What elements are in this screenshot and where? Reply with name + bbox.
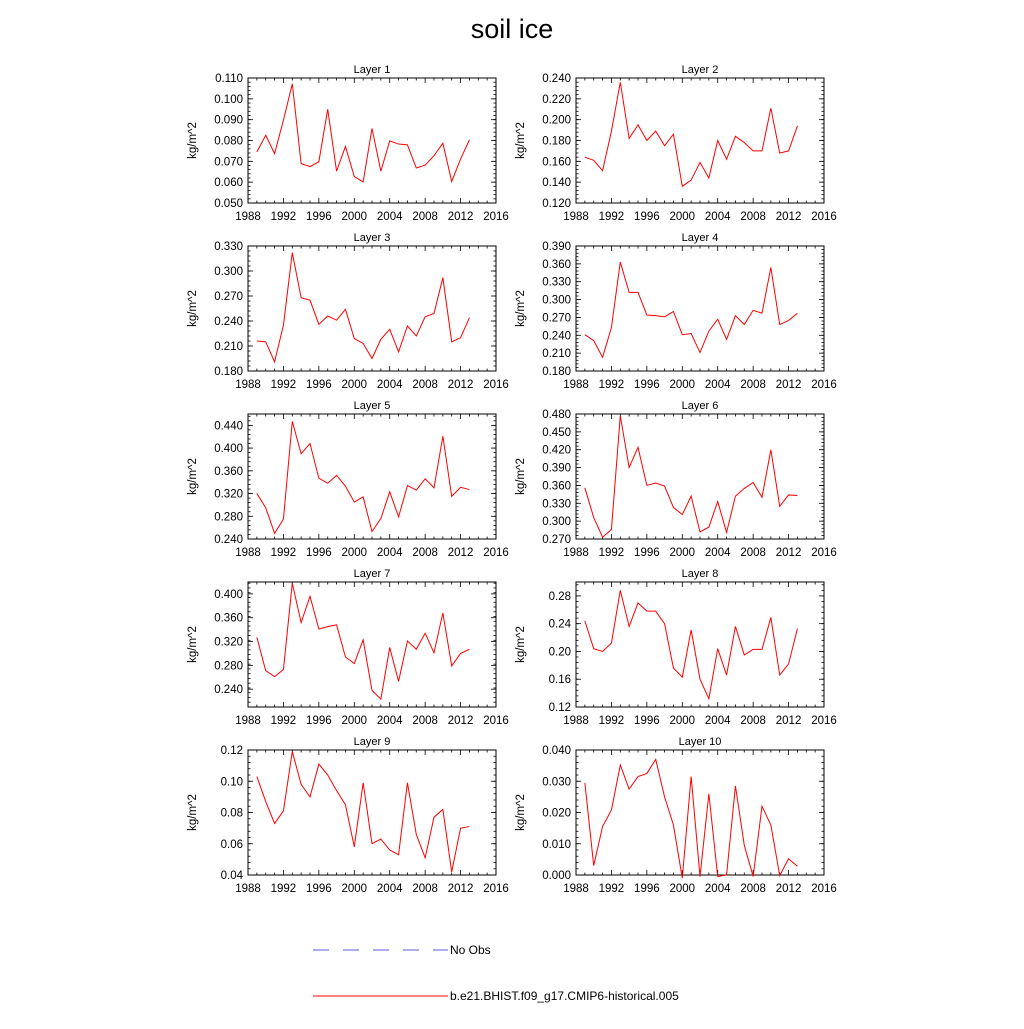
x-tick-label: 2012 xyxy=(447,211,474,223)
x-tick-label: 2004 xyxy=(704,379,731,391)
series-line-model xyxy=(585,590,798,698)
plot-frame xyxy=(248,414,496,539)
panel-title: Layer 6 xyxy=(681,400,719,412)
y-tick-label: 0.330 xyxy=(542,498,571,511)
x-tick-label: 1992 xyxy=(270,715,297,727)
x-tick-label: 1988 xyxy=(563,211,589,223)
y-axis-label: kg/m^2 xyxy=(515,290,527,327)
x-tick-label: 2008 xyxy=(412,715,438,727)
x-tick-label: 1992 xyxy=(270,547,297,559)
y-tick-label: 0.050 xyxy=(214,198,243,210)
x-tick-label: 2000 xyxy=(669,715,696,727)
panel-title: Layer 1 xyxy=(353,64,391,76)
y-tick-label: 0.10 xyxy=(220,776,243,789)
y-axis-label: kg/m^2 xyxy=(187,794,199,831)
y-tick-label: 0.090 xyxy=(214,114,243,127)
series-line-model xyxy=(585,416,798,537)
chart-panel-layer-9 xyxy=(187,736,509,895)
y-axis-label: kg/m^2 xyxy=(515,626,527,663)
x-tick-label: 2008 xyxy=(740,211,766,223)
x-tick-label: 2016 xyxy=(811,883,837,895)
x-tick-label: 2012 xyxy=(775,379,802,391)
series-line-model xyxy=(257,84,470,182)
plot-frame xyxy=(576,750,824,875)
x-tick-label: 2008 xyxy=(740,883,766,895)
x-tick-label: 1988 xyxy=(235,715,261,727)
x-tick-label: 1996 xyxy=(634,379,660,391)
x-tick-label: 2008 xyxy=(740,379,766,391)
x-tick-label: 2016 xyxy=(483,211,509,223)
series-line-model xyxy=(257,752,470,872)
x-tick-label: 2008 xyxy=(412,211,438,223)
y-tick-label: 0.400 xyxy=(214,443,243,456)
x-tick-label: 2004 xyxy=(376,379,403,391)
x-tick-label: 2004 xyxy=(704,715,731,727)
y-tick-label: 0.200 xyxy=(542,114,571,127)
x-tick-label: 1988 xyxy=(235,547,261,559)
y-tick-label: 0.080 xyxy=(214,135,243,148)
y-tick-label: 0.270 xyxy=(542,534,571,546)
y-tick-label: 0.300 xyxy=(214,266,243,278)
y-tick-label: 0.330 xyxy=(214,241,243,253)
x-tick-label: 2000 xyxy=(341,547,368,559)
x-tick-label: 1992 xyxy=(598,379,625,391)
y-tick-label: 0.180 xyxy=(214,366,243,378)
y-tick-label: 0.030 xyxy=(542,776,571,789)
x-tick-label: 1992 xyxy=(270,379,297,391)
x-tick-label: 2012 xyxy=(447,715,474,727)
legend-label-obs: No Obs xyxy=(450,943,491,957)
plot-frame xyxy=(576,414,824,539)
y-tick-label: 0.16 xyxy=(548,674,571,687)
chart-panel-layer-1 xyxy=(187,64,509,223)
x-tick-label: 1996 xyxy=(634,715,660,727)
y-tick-label: 0.240 xyxy=(214,684,243,697)
y-tick-label: 0.210 xyxy=(214,341,243,353)
x-tick-label: 1988 xyxy=(563,379,589,391)
x-tick-label: 2000 xyxy=(341,379,368,391)
y-tick-label: 0.300 xyxy=(542,516,571,529)
x-tick-label: 2012 xyxy=(775,547,802,559)
y-tick-label: 0.160 xyxy=(542,156,571,169)
x-tick-label: 2000 xyxy=(341,883,368,895)
y-tick-label: 0.300 xyxy=(542,294,571,307)
y-tick-label: 0.330 xyxy=(542,276,571,289)
x-tick-label: 2016 xyxy=(811,211,837,223)
y-tick-label: 0.04 xyxy=(220,870,243,882)
x-tick-label: 1996 xyxy=(634,547,660,559)
x-tick-label: 1996 xyxy=(634,211,660,223)
y-tick-label: 0.240 xyxy=(542,73,571,85)
y-tick-label: 0.360 xyxy=(542,258,571,271)
y-tick-label: 0.210 xyxy=(542,348,571,361)
x-tick-label: 2012 xyxy=(447,379,474,391)
y-tick-label: 0.360 xyxy=(542,480,571,493)
x-tick-label: 2000 xyxy=(341,715,368,727)
y-tick-label: 0.06 xyxy=(220,838,243,851)
y-tick-label: 0.180 xyxy=(542,135,571,148)
y-tick-label: 0.270 xyxy=(542,312,571,325)
y-tick-label: 0.220 xyxy=(542,93,571,106)
y-tick-label: 0.070 xyxy=(214,156,243,169)
y-tick-label: 0.390 xyxy=(542,241,571,253)
panel-title: Layer 7 xyxy=(353,568,391,580)
chart-panel-layer-4 xyxy=(515,232,837,391)
x-tick-label: 1996 xyxy=(306,715,332,727)
y-tick-label: 0.400 xyxy=(214,588,243,601)
y-tick-label: 0.440 xyxy=(214,420,243,433)
x-tick-label: 1988 xyxy=(235,883,261,895)
panel-title: Layer 4 xyxy=(681,232,719,244)
x-tick-label: 2012 xyxy=(447,883,474,895)
legend-label-model: b.e21.BHIST.f09_g17.CMIP6-historical.005 xyxy=(450,989,679,1003)
panel-title: Layer 10 xyxy=(678,736,722,748)
panel-title: Layer 5 xyxy=(353,400,391,412)
y-tick-label: 0.320 xyxy=(214,636,243,649)
x-tick-label: 2008 xyxy=(412,883,438,895)
x-tick-label: 2016 xyxy=(811,715,837,727)
panel-title: Layer 8 xyxy=(681,568,719,580)
x-tick-label: 2000 xyxy=(669,211,696,223)
y-axis-label: kg/m^2 xyxy=(187,122,199,159)
series-line-model xyxy=(257,253,470,362)
y-tick-label: 0.360 xyxy=(214,612,243,625)
x-tick-label: 1992 xyxy=(270,211,297,223)
x-tick-label: 2012 xyxy=(775,211,802,223)
series-line-model xyxy=(585,82,798,186)
y-axis-label: kg/m^2 xyxy=(515,458,527,495)
chart-panel-layer-6 xyxy=(515,400,837,559)
x-tick-label: 1996 xyxy=(306,547,332,559)
y-tick-label: 0.240 xyxy=(542,330,571,343)
y-tick-label: 0.240 xyxy=(214,316,243,328)
plot-frame xyxy=(576,78,824,203)
x-tick-label: 2016 xyxy=(811,379,837,391)
y-tick-label: 0.28 xyxy=(548,590,571,603)
y-tick-label: 0.060 xyxy=(214,177,243,190)
y-tick-label: 0.450 xyxy=(542,426,571,439)
series-line-model xyxy=(257,583,470,699)
x-tick-label: 1996 xyxy=(634,883,660,895)
x-tick-label: 2004 xyxy=(704,883,731,895)
x-tick-label: 2000 xyxy=(341,211,368,223)
x-tick-label: 2016 xyxy=(483,547,509,559)
x-tick-label: 2004 xyxy=(376,715,403,727)
x-tick-label: 2008 xyxy=(412,379,438,391)
series-line-model xyxy=(585,262,798,357)
y-tick-label: 0.000 xyxy=(542,870,571,882)
x-tick-label: 1988 xyxy=(563,547,589,559)
y-tick-label: 0.320 xyxy=(214,488,243,501)
y-tick-label: 0.12 xyxy=(220,745,243,757)
y-tick-label: 0.010 xyxy=(542,838,571,851)
y-tick-label: 0.24 xyxy=(548,618,571,631)
chart-panel-layer-2 xyxy=(515,64,837,223)
y-tick-label: 0.420 xyxy=(542,444,571,457)
x-tick-label: 2000 xyxy=(669,379,696,391)
panel-title: Layer 2 xyxy=(681,64,719,76)
x-tick-label: 2016 xyxy=(483,715,509,727)
plot-frame xyxy=(248,750,496,875)
figure-title: soil ice xyxy=(470,14,554,44)
x-tick-label: 1992 xyxy=(598,715,625,727)
x-tick-label: 1992 xyxy=(598,883,625,895)
y-axis-label: kg/m^2 xyxy=(515,122,527,159)
x-tick-label: 1988 xyxy=(235,379,261,391)
y-tick-label: 0.280 xyxy=(214,660,243,673)
x-tick-label: 1988 xyxy=(563,715,589,727)
legend xyxy=(313,943,679,1003)
plot-frame xyxy=(248,78,496,203)
series-line-model xyxy=(585,759,798,878)
x-tick-label: 2016 xyxy=(483,883,509,895)
y-tick-label: 0.480 xyxy=(542,409,571,421)
x-tick-label: 2004 xyxy=(704,547,731,559)
x-tick-label: 2008 xyxy=(740,547,766,559)
x-tick-label: 2012 xyxy=(775,715,802,727)
x-tick-label: 1996 xyxy=(306,211,332,223)
x-tick-label: 1992 xyxy=(598,211,625,223)
x-tick-label: 2012 xyxy=(447,547,474,559)
x-tick-label: 2000 xyxy=(669,883,696,895)
panel-title: Layer 3 xyxy=(353,232,391,244)
x-tick-label: 2008 xyxy=(412,547,438,559)
y-tick-label: 0.100 xyxy=(214,93,243,106)
y-tick-label: 0.280 xyxy=(214,511,243,524)
y-axis-label: kg/m^2 xyxy=(187,290,199,327)
y-tick-label: 0.270 xyxy=(214,291,243,303)
y-tick-label: 0.020 xyxy=(542,807,571,820)
x-tick-label: 2004 xyxy=(704,211,731,223)
chart-panel-layer-5 xyxy=(187,400,509,559)
chart-panel-layer-7 xyxy=(187,568,509,727)
y-tick-label: 0.20 xyxy=(548,646,571,659)
y-axis-label: kg/m^2 xyxy=(515,794,527,831)
series-line-model xyxy=(257,421,470,533)
y-tick-label: 0.110 xyxy=(215,73,243,85)
x-tick-label: 2004 xyxy=(376,547,403,559)
y-tick-label: 0.040 xyxy=(542,745,571,757)
y-tick-label: 0.12 xyxy=(548,702,571,714)
x-tick-label: 2016 xyxy=(811,547,837,559)
x-tick-label: 1996 xyxy=(306,883,332,895)
y-tick-label: 0.08 xyxy=(220,807,243,820)
x-tick-label: 1992 xyxy=(598,547,625,559)
chart-panel-layer-10 xyxy=(515,736,837,895)
x-tick-label: 1992 xyxy=(270,883,297,895)
x-tick-label: 2004 xyxy=(376,211,403,223)
y-tick-label: 0.240 xyxy=(214,534,243,546)
x-tick-label: 2004 xyxy=(376,883,403,895)
plot-frame xyxy=(576,582,824,707)
panel-title: Layer 9 xyxy=(353,736,391,748)
y-tick-label: 0.140 xyxy=(542,177,571,190)
x-tick-label: 2008 xyxy=(740,715,766,727)
y-tick-label: 0.180 xyxy=(542,366,571,378)
x-tick-label: 1988 xyxy=(235,211,261,223)
y-axis-label: kg/m^2 xyxy=(187,626,199,663)
y-tick-label: 0.390 xyxy=(542,462,571,475)
chart-panel-layer-8 xyxy=(515,568,837,727)
x-tick-label: 2000 xyxy=(669,547,696,559)
y-axis-label: kg/m^2 xyxy=(187,458,199,495)
x-tick-label: 2012 xyxy=(775,883,802,895)
y-tick-label: 0.120 xyxy=(542,198,571,210)
chart-panel-layer-3 xyxy=(187,232,509,391)
x-tick-label: 1996 xyxy=(306,379,332,391)
y-tick-label: 0.360 xyxy=(214,465,243,478)
x-tick-label: 2016 xyxy=(483,379,509,391)
x-tick-label: 1988 xyxy=(563,883,589,895)
